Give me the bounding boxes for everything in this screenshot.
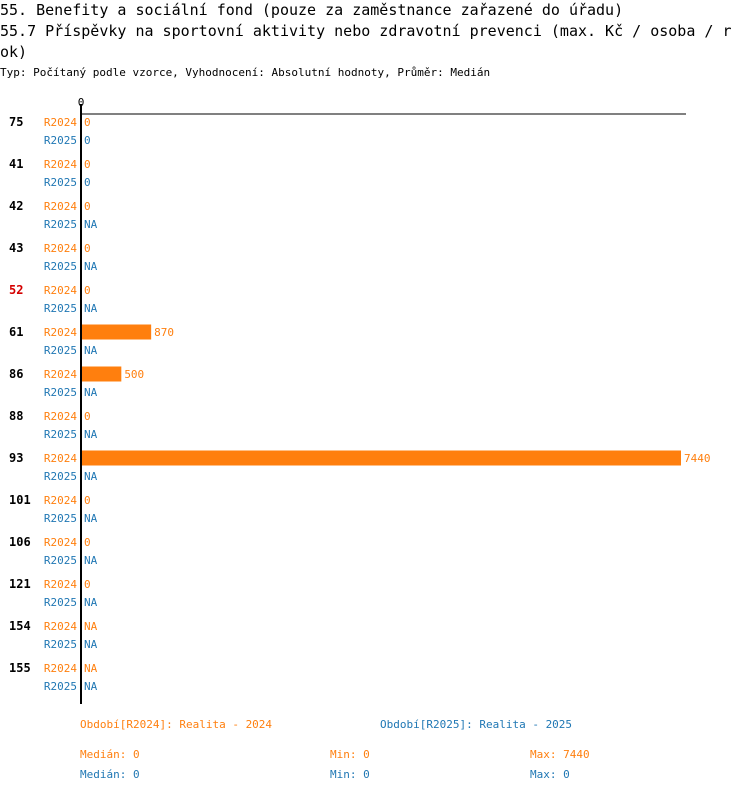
series-label: R2025 xyxy=(43,470,77,483)
legend-r2025: Období[R2025]: Realita - 2025 xyxy=(380,718,573,731)
series-label: R2024 xyxy=(43,242,77,255)
stat-r2025-median: Medián: 0 xyxy=(80,768,140,781)
series-label: R2024 xyxy=(43,536,77,549)
data-label: NA xyxy=(84,218,98,231)
data-label: 7440 xyxy=(684,452,711,465)
data-label: 0 xyxy=(84,578,91,591)
legend-r2024: Období[R2024]: Realita - 2024 xyxy=(80,718,273,731)
series-label: R2025 xyxy=(43,134,77,147)
data-label: NA xyxy=(84,512,98,525)
series-label: R2025 xyxy=(43,176,77,189)
series-label: R2024 xyxy=(43,116,77,129)
data-label: NA xyxy=(84,680,98,693)
series-label: R2025 xyxy=(43,344,77,357)
bar xyxy=(81,325,151,340)
data-label: NA xyxy=(84,260,98,273)
series-label: R2024 xyxy=(43,284,77,297)
data-label: NA xyxy=(84,620,98,633)
data-label: 0 xyxy=(84,200,91,213)
stat-r2025-max: Max: 0 xyxy=(530,768,570,781)
series-label: R2024 xyxy=(43,494,77,507)
category-label: 101 xyxy=(9,493,31,507)
page-title: 55. Benefity a sociální fond (pouze za zaměstnance zařazené do úřadu) xyxy=(0,1,624,19)
data-label: 0 xyxy=(84,134,91,147)
series-label: R2025 xyxy=(43,596,77,609)
category-label: 52 xyxy=(9,283,24,297)
bar xyxy=(81,451,681,466)
series-label: R2025 xyxy=(43,554,77,567)
category-label: 43 xyxy=(9,241,24,255)
series-label: R2025 xyxy=(43,386,77,399)
x-axis-tick-label: 0 xyxy=(77,96,85,109)
data-label: 500 xyxy=(124,368,145,381)
data-label: NA xyxy=(84,302,98,315)
series-label: R2024 xyxy=(43,662,77,675)
series-label: R2024 xyxy=(43,200,77,213)
data-label: NA xyxy=(84,662,98,675)
category-label: 154 xyxy=(9,619,31,633)
bar-chart xyxy=(0,90,750,706)
chart-subtitle: 55.7 Příspěvky na sportovní aktivity nebo zdravotní prevenci (max. Kč / osoba / rok) xyxy=(0,22,732,61)
data-label: 0 xyxy=(84,116,91,129)
data-label: NA xyxy=(84,470,98,483)
stat-r2024-min: Min: 0 xyxy=(330,748,370,761)
category-label: 61 xyxy=(9,325,24,339)
data-label: 0 xyxy=(84,494,91,507)
series-label: R2024 xyxy=(43,326,77,339)
data-label: 0 xyxy=(84,536,91,549)
category-label: 41 xyxy=(9,157,24,171)
data-label: 0 xyxy=(84,176,91,189)
chart-info: Typ: Počítaný podle vzorce, Vyhodnocení: Absolutní hodnoty, Průměr: Medián xyxy=(0,66,491,79)
stat-r2025-min: Min: 0 xyxy=(330,768,370,781)
series-label: R2024 xyxy=(43,578,77,591)
category-label: 88 xyxy=(9,409,24,423)
data-label: NA xyxy=(84,554,98,567)
bar xyxy=(81,367,121,382)
series-label: R2025 xyxy=(43,260,77,273)
category-label: 106 xyxy=(9,535,31,549)
category-label: 121 xyxy=(9,577,31,591)
data-label: NA xyxy=(84,596,98,609)
series-label: R2024 xyxy=(43,368,77,381)
series-label: R2025 xyxy=(43,302,77,315)
category-label: 42 xyxy=(9,199,24,213)
data-label: NA xyxy=(84,386,98,399)
stat-r2024-max: Max: 7440 xyxy=(530,748,590,761)
series-label: R2024 xyxy=(43,158,77,171)
series-label: R2025 xyxy=(43,638,77,651)
series-label: R2025 xyxy=(43,218,77,231)
series-label: R2024 xyxy=(43,452,77,465)
data-label: 0 xyxy=(84,284,91,297)
series-label: R2025 xyxy=(43,428,77,441)
data-label: NA xyxy=(84,638,98,651)
data-label: 870 xyxy=(154,326,175,339)
category-label: 155 xyxy=(9,661,31,675)
category-label: 93 xyxy=(9,451,24,465)
series-label: R2025 xyxy=(43,680,77,693)
series-label: R2024 xyxy=(43,620,77,633)
data-label: 0 xyxy=(84,158,91,171)
data-label: NA xyxy=(84,344,98,357)
series-label: R2025 xyxy=(43,512,77,525)
data-label: 0 xyxy=(84,242,91,255)
series-label: R2024 xyxy=(43,410,77,423)
category-label: 75 xyxy=(9,115,24,129)
stat-r2024-median: Medián: 0 xyxy=(80,748,140,761)
data-label: NA xyxy=(84,428,98,441)
category-label: 86 xyxy=(9,367,24,381)
data-label: 0 xyxy=(84,410,91,423)
